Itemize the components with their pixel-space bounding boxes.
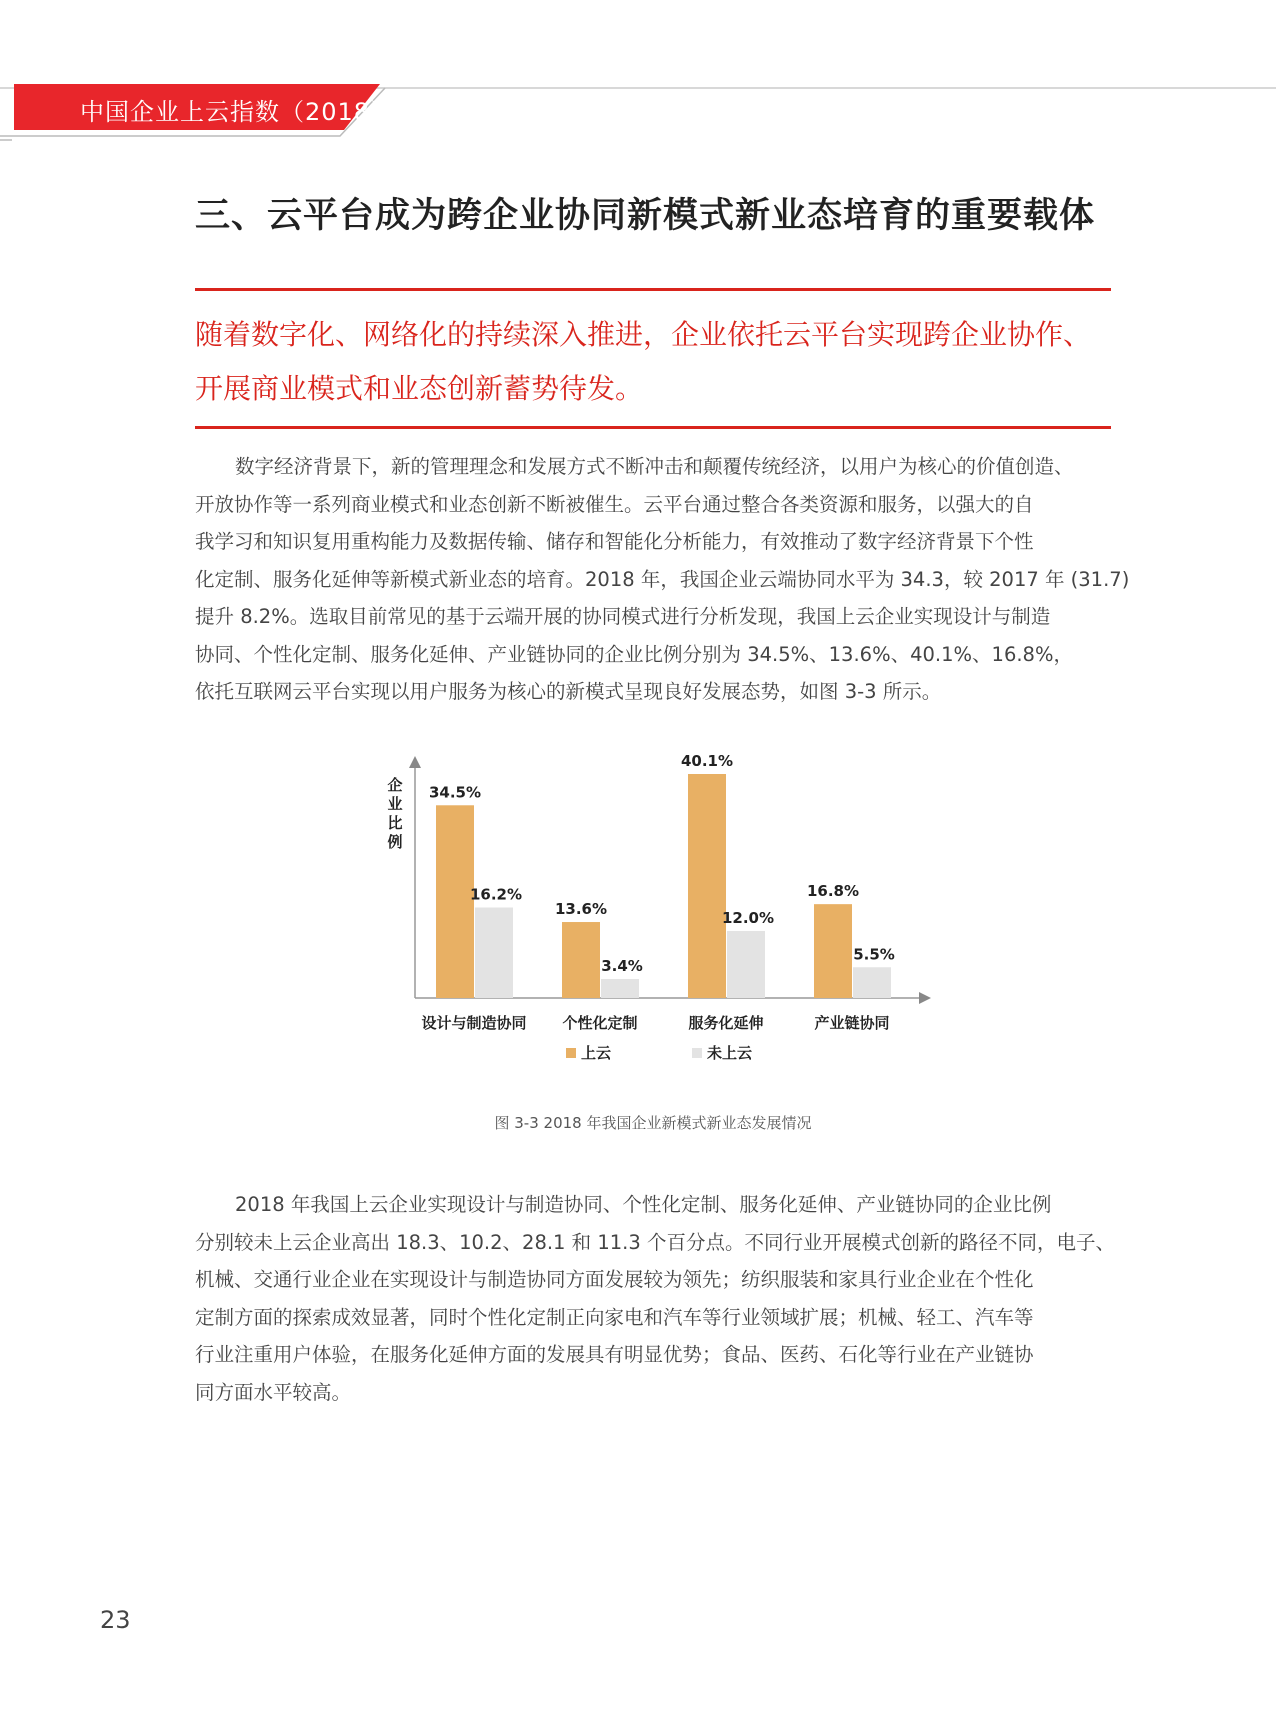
lead-line: 开展商业模式和业态创新蓄势待发。 <box>195 372 644 405</box>
text-line: 定制方面的探索成效显著，同时个性化定制正向家电和汽车等行业领域扩展；机械、轻工、汽车等 <box>195 1305 1034 1329</box>
text-line: 协同、个性化定制、服务化延伸、产业链协同的企业比例分别为 34.5%、13.6%、40.1%、16.8%， <box>195 642 1073 666</box>
legend-label: 未上云 <box>707 1044 753 1062</box>
legend-swatch <box>566 1048 576 1058</box>
y-axis-label-char: 企 <box>387 776 403 794</box>
lead-paragraph <box>195 308 1115 416</box>
data-label: 13.6% <box>554 900 608 919</box>
bar-non-cloud <box>853 967 891 998</box>
text-line: 2018 年我国上云企业实现设计与制造协同、个性化定制、服务化延伸、产业链协同的企业比例 <box>235 1193 1052 1216</box>
legend-swatch <box>692 1048 702 1058</box>
text-line: 开放协作等一系列商业模式和业态创新不断被催生。云平台通过整合各类资源和服务，以强大的自 <box>195 492 1034 516</box>
text-line: 我学习和知识复用重构能力及数据传输、储存和智能化分析能力，有效推动了数字经济背景下个性 <box>195 530 1034 553</box>
text-line: 行业注重用户体验，在服务化延伸方面的发展具有明显优势；食品、医药、石化等行业在产业链协 <box>195 1343 1034 1366</box>
data-label: 16.8% <box>806 882 860 901</box>
text-line: 化定制、服务化延伸等新模式新业态的培育。2018 年，我国企业云端协同水平为 34.3，较 2017 年 (31.7) <box>195 567 1130 591</box>
bar-cloud <box>562 922 600 998</box>
bar-cloud <box>436 805 474 998</box>
text-line: 分别较未上云企业高出 18.3、10.2、28.1 和 11.3 个百分点。不同行业开展模式创新的路径不同，电子、 <box>195 1230 1115 1254</box>
data-label: 16.2% <box>469 885 523 904</box>
data-label: 5.5% <box>853 945 895 964</box>
text-line: 依托互联网云平台实现以用户服务为核心的新模式呈现良好发展态势，如图 3-3 所示。 <box>195 680 942 703</box>
category-label: 设计与制造协同 <box>421 1014 527 1032</box>
category-label: 服务化延伸 <box>688 1014 764 1032</box>
header-title: 中国企业上云指数（2018） <box>80 98 396 126</box>
chart-svg <box>370 748 950 1088</box>
category-label: 个性化定制 <box>562 1014 638 1032</box>
category-label: 产业链协同 <box>814 1014 890 1032</box>
data-label: 40.1% <box>680 752 734 770</box>
lead-top-rule <box>195 288 1111 291</box>
lead-bottom-rule <box>195 426 1111 429</box>
data-label: 3.4% <box>601 957 643 976</box>
lead-line: 随着数字化、网络化的持续深入推进，企业依托云平台实现跨企业协作、 <box>195 318 1092 351</box>
bar-cloud <box>688 774 726 998</box>
section-title: 三、云平台成为跨企业协同新模式新业态培育的重要载体 <box>195 196 1096 236</box>
text-line: 机械、交通行业企业在实现设计与制造协同方面发展较为领先；纺织服装和家具行业企业在个性化 <box>195 1268 1034 1291</box>
y-axis-label-char: 例 <box>387 833 403 851</box>
legend-label: 上云 <box>581 1044 612 1062</box>
page-number: 23 <box>100 1606 131 1634</box>
bar-non-cloud <box>475 908 513 998</box>
text-line: 提升 8.2%。选取目前常见的基于云端开展的协同模式进行分析发现，我国上云企业实现设计与制造 <box>195 605 1051 628</box>
bar-non-cloud <box>727 931 765 998</box>
body-paragraph-1 <box>195 448 1130 711</box>
y-axis-label <box>387 776 402 851</box>
bar-chart <box>370 748 950 1088</box>
bar-cloud <box>814 904 852 998</box>
data-label: 34.5% <box>428 783 482 802</box>
text-line: 同方面水平较高。 <box>195 1380 352 1404</box>
figure-caption: 图 3-3 2018 年我国企业新模式新业态发展情况 <box>494 1114 812 1132</box>
y-axis-label-char: 比 <box>387 814 403 832</box>
data-label: 12.0% <box>721 908 775 927</box>
text-line: 数字经济背景下，新的管理理念和发展方式不断冲击和颠覆传统经济，以用户为核心的价值创造、 <box>235 455 1074 478</box>
body-paragraph-2 <box>195 1186 1115 1411</box>
y-axis-label-char: 业 <box>387 795 403 813</box>
bar-non-cloud <box>601 979 639 998</box>
